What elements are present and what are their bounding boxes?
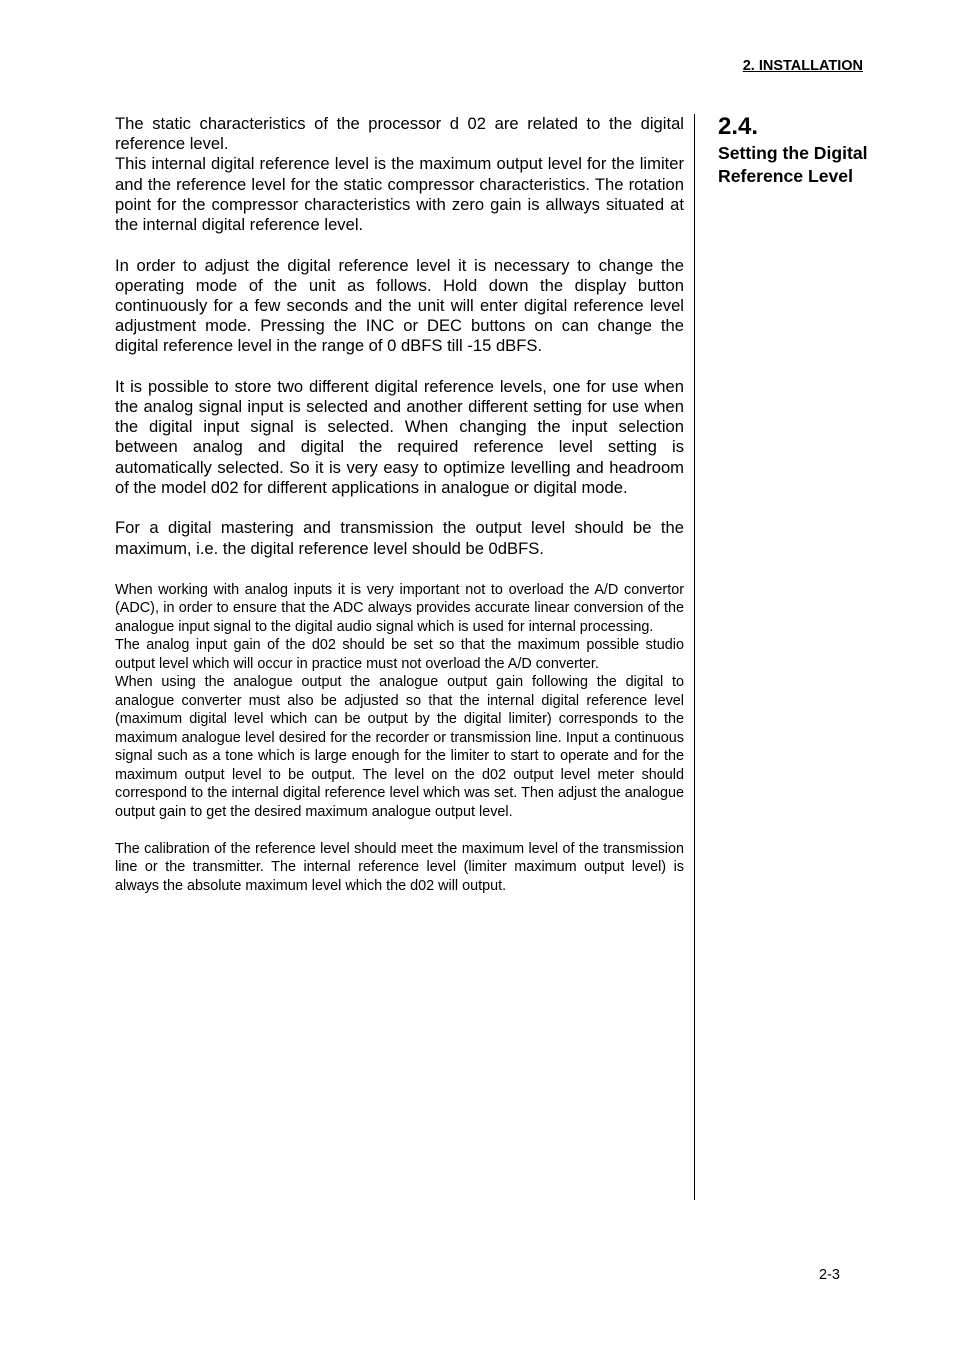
- paragraph-internal-reference: This internal digital reference level is the maximum output level for the limiter and the reference level for the static compressor characteristics. The rotation point for the compressor characteristics with zero gain is allways situated at the internal digital reference level.: [115, 154, 684, 235]
- paragraph-adjust-reference: In order to adjust the digital reference level it is necessary to change the operating mode of the unit as follows. Hold down the display button continuously for a few seconds and the unit will enter digital reference level adjustment mode. Pressing the INC or DEC buttons on can change the digital reference level in the range of 0 dBFS till -15 dBFS.: [115, 255, 684, 356]
- section-title-line2: Reference Level: [718, 166, 853, 186]
- paragraph-analog-input-gain: The analog input gain of the d02 should be set so that the maximum possible studio output level which will occur in practice must not overload the A/D converter.: [115, 637, 684, 672]
- page-number: 2-3: [819, 1267, 840, 1283]
- sidebar: [718, 112, 918, 188]
- section-header: 2. INSTALLATION: [742, 58, 863, 74]
- paragraph-two-reference-levels: It is possible to store two different digital reference levels, one for use when the analog signal input is selected and another different setting for use when the digital input signal is selected. When changing the input selection between analog and digital the required reference level setting is automatically selected. So it is very easy to optimize levelling and headroom of the model d02 for different applications in analogue or digital mode.: [115, 376, 684, 497]
- paragraph-analog-inputs: When working with analog inputs it is very important not to overload the A/D convertor (ADC), in order to ensure that the ADC always provides accurate linear conversion of the analogue input signal to the digital audio signal which is used for internal processing.: [115, 581, 684, 635]
- paragraph-static-characteristics: The static characteristics of the processor d 02 are related to the digital reference level.: [115, 114, 684, 154]
- main-text-column: [115, 114, 684, 895]
- paragraph-analogue-output: When using the analogue output the analogue output gain following the digital to analogue converter must also be adjusted so that the internal digital reference level (maximum digital level which can be output by the digital limiter) corresponds to the maximum analogue level desired for the recorder or transmission line. Input a continuous signal such as a tone which is large enough for the limiter to start to operate and for the maximum output level to be output. The level on the d02 output level meter should correspond to the internal digital reference level which was set. Then adjust the analogue output gain to get the desired maximum analogue output level.: [115, 674, 684, 820]
- paragraph-digital-mastering: For a digital mastering and transmission the output level should be the maximum, i.e. the digital reference level should be 0dBFS.: [115, 518, 684, 558]
- section-number: 2.4.: [718, 113, 759, 140]
- paragraph-calibration: The calibration of the reference level should meet the maximum level of the transmission line or the transmitter. The internal reference level (limiter maximum output level) is always the absolute maximum level which the d02 will output.: [115, 840, 684, 894]
- column-divider: [694, 114, 695, 1200]
- section-title-line1: Setting the Digital: [718, 143, 868, 163]
